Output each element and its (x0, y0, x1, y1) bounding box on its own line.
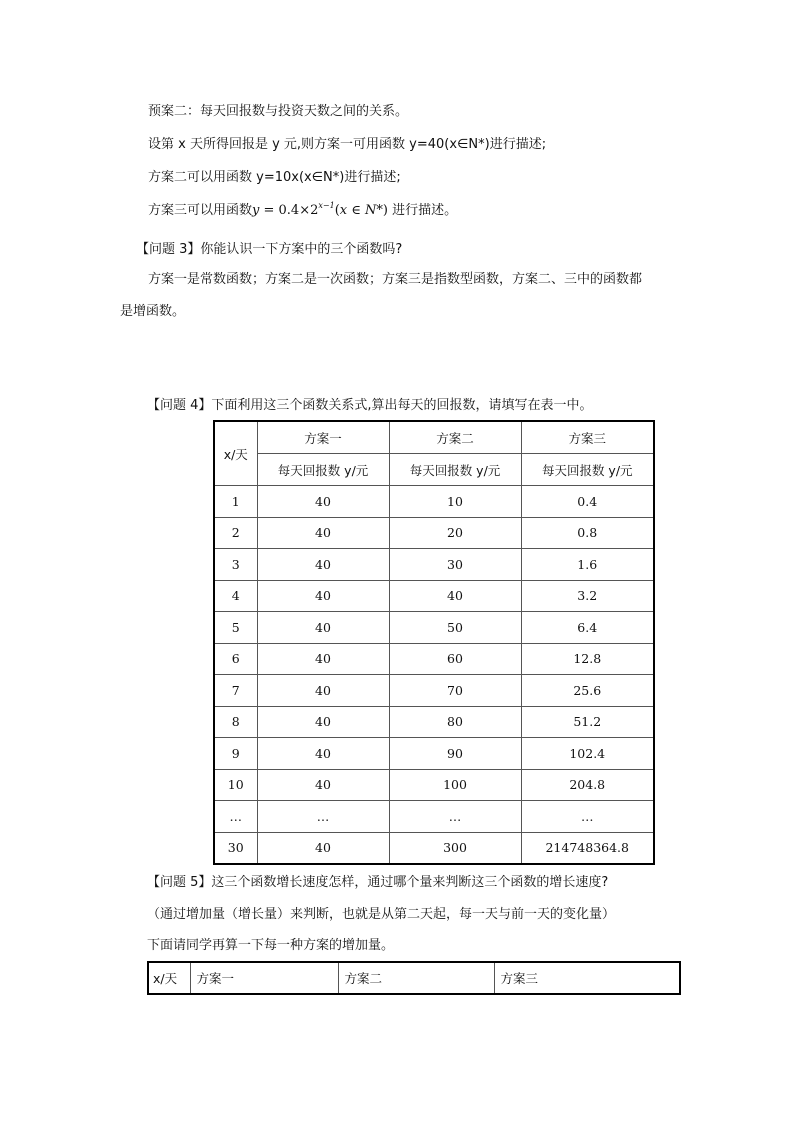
plan-one-cell: 40 (257, 486, 389, 518)
plan-two-cell: 70 (389, 675, 521, 707)
table-row (214, 706, 654, 738)
day-cell: 6 (214, 643, 257, 675)
table-row (214, 801, 654, 833)
table-row (214, 769, 654, 801)
plan-three-cell: 214748364.8 (521, 832, 654, 864)
plan-one-cell: 40 (257, 738, 389, 770)
day-cell: 9 (214, 738, 257, 770)
plan-three-cell: 51.2 (521, 706, 654, 738)
answer-3-line-2: 是增函数。 (120, 304, 186, 319)
plan-three-cell: 102.4 (521, 738, 654, 770)
table-row (214, 612, 654, 644)
day-cell: 8 (214, 706, 257, 738)
table-row (214, 643, 654, 675)
increment-table (147, 961, 681, 995)
table-row (214, 486, 654, 518)
table-row (214, 832, 654, 864)
plan-one-cell: 40 (257, 517, 389, 549)
plan-one-header: 方案一 (257, 421, 389, 454)
table-row (214, 675, 654, 707)
plan-two-cell: 30 (389, 549, 521, 581)
plan-two-header: 方案二 (389, 421, 521, 454)
daily-return-table-body (214, 486, 654, 865)
plan-two-cell: … (389, 801, 521, 833)
plan-one-subheader: 每天回报数 y/元 (257, 454, 389, 486)
day-cell: 10 (214, 769, 257, 801)
increment-plan-one-header: 方案一 (190, 962, 338, 994)
day-cell: 3 (214, 549, 257, 581)
plan-three-cell: 0.8 (521, 517, 654, 549)
day-cell: … (214, 801, 257, 833)
plan-two-cell: 80 (389, 706, 521, 738)
plan-one-cell: 40 (257, 643, 389, 675)
table-row (214, 738, 654, 770)
day-cell: 5 (214, 612, 257, 644)
table-row (214, 580, 654, 612)
plan-three-cell: 25.6 (521, 675, 654, 707)
daily-return-table (213, 420, 655, 865)
day-cell: 30 (214, 832, 257, 864)
plan-one-cell: 40 (257, 769, 389, 801)
increment-plan-three-header: 方案三 (494, 962, 680, 994)
plan-three-formula: $y = 0.4\times 2^{x-1}(x$ ∈ N*) (252, 201, 388, 218)
plan-one-cell: 40 (257, 612, 389, 644)
plan-three-header: 方案三 (521, 421, 654, 454)
plan-one-cell: 40 (257, 580, 389, 612)
increment-plan-two-header: 方案二 (338, 962, 494, 994)
plan-three-cell: 1.6 (521, 549, 654, 581)
plan-two-cell: 300 (389, 832, 521, 864)
plan-one-cell: 40 (257, 832, 389, 864)
plan-three-cell: … (521, 801, 654, 833)
plan-two-cell: 60 (389, 643, 521, 675)
paragraph-plan-two: 预案二：每天回报数与投资天数之间的关系。 (148, 104, 409, 119)
question-4: 【问题 4】下面利用这三个函数关系式,算出每天的回报数，请填写在表一中。 (147, 398, 593, 413)
plan-two-cell: 50 (389, 612, 521, 644)
plan-three-cell: 6.4 (521, 612, 654, 644)
plan-three-cell: 3.2 (521, 580, 654, 612)
question-5: 【问题 5】这三个函数增长速度怎样，通过哪个量来判断这三个函数的增长速度? (147, 875, 609, 890)
x-day-header: x/天 (214, 421, 257, 486)
paragraph-plan-one-function: 设第 x 天所得回报是 y 元,则方案一可用函数 y=40(x∈N*)进行描述; (148, 137, 547, 152)
plan-three-subheader: 每天回报数 y/元 (521, 454, 654, 486)
plan-two-cell: 100 (389, 769, 521, 801)
paragraph-plan-two-function: 方案二可以用函数 y=10x(x∈N*)进行描述; (148, 170, 401, 185)
answer-5: （通过增加量（增长量）来判断，也就是从第二天起，每一天与前一天的变化量） (147, 907, 616, 922)
plan-two-cell: 20 (389, 517, 521, 549)
day-cell: 2 (214, 517, 257, 549)
plan-three-cell: 12.8 (521, 643, 654, 675)
plan-one-cell: … (257, 801, 389, 833)
plan-two-cell: 90 (389, 738, 521, 770)
plan-three-prefix: 方案三可以用函数 (148, 203, 253, 218)
plan-three-cell: 0.4 (521, 486, 654, 518)
plan-two-cell: 10 (389, 486, 521, 518)
day-cell: 1 (214, 486, 257, 518)
paragraph-increment-instruction: 下面请同学再算一下每一种方案的增加量。 (147, 938, 395, 953)
plan-three-cell: 204.8 (521, 769, 654, 801)
plan-one-cell: 40 (257, 675, 389, 707)
answer-3-line-1: 方案一是常数函数；方案二是一次函数；方案三是指数型函数，方案二、三中的函数都 (148, 272, 643, 287)
table-row (214, 517, 654, 549)
plan-three-suffix: 进行描述。 (392, 203, 458, 218)
question-3: 【问题 3】你能认识一下方案中的三个函数吗? (136, 242, 403, 257)
table-row (214, 549, 654, 581)
paragraph-plan-three-function (148, 202, 457, 220)
plan-two-cell: 40 (389, 580, 521, 612)
day-cell: 7 (214, 675, 257, 707)
plan-one-cell: 40 (257, 706, 389, 738)
plan-two-subheader: 每天回报数 y/元 (389, 454, 521, 486)
increment-x-day-header: x/天 (148, 962, 190, 994)
day-cell: 4 (214, 580, 257, 612)
plan-one-cell: 40 (257, 549, 389, 581)
